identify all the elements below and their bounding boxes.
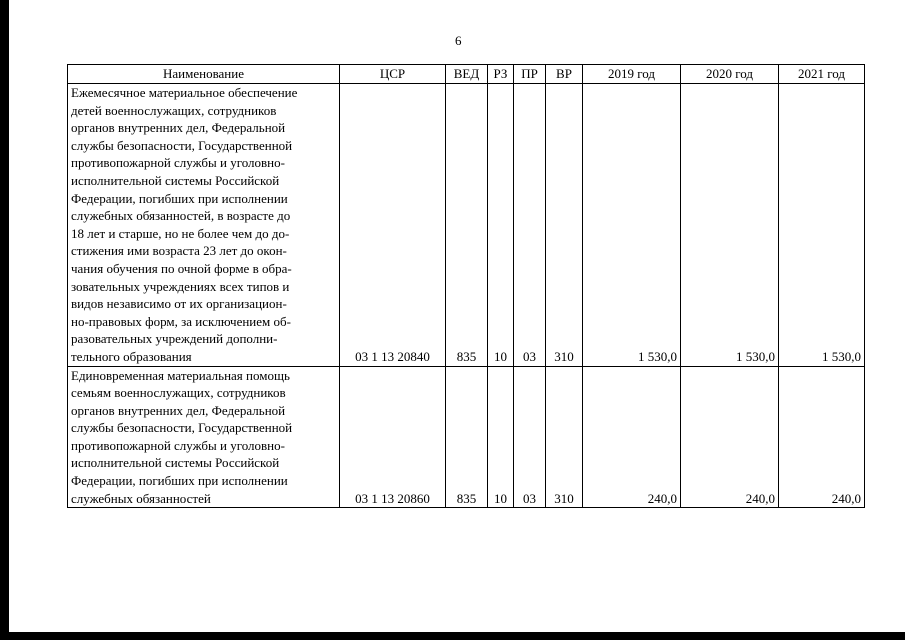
header-2019: 2019 год	[583, 65, 681, 84]
csr-cell: 03 1 13 20860	[340, 366, 446, 508]
header-csr: ЦСР	[340, 65, 446, 84]
header-2021: 2021 год	[779, 65, 865, 84]
table-header-row	[68, 65, 865, 84]
name-line: противопожарной службы и уголовно-	[71, 155, 285, 171]
table-row	[68, 366, 865, 508]
vr-cell: 310	[546, 84, 583, 367]
row-name-cell	[68, 366, 340, 508]
name-line: 18 лет и старше, но не более чем до до-	[71, 225, 290, 241]
row-name-cell	[68, 84, 340, 367]
name-line: тельного образования	[71, 348, 192, 364]
name-line: но-правовых форм, за исключением об-	[71, 313, 291, 329]
header-2020: 2020 год	[681, 65, 779, 84]
name-line: исполнительной системы Российской	[71, 455, 280, 471]
pr-cell: 03	[514, 366, 546, 508]
amount-2019-cell: 240,0	[583, 366, 681, 508]
amount-2020-cell: 240,0	[681, 366, 779, 508]
header-ved: ВЕД	[446, 65, 488, 84]
amount-2021-cell: 1 530,0	[779, 84, 865, 367]
name-line: Федерации, погибших при исполнении	[71, 190, 288, 206]
name-line: служебных обязанностей, в возрасте до	[71, 208, 291, 224]
name-line: Ежемесячное материальное обеспечение	[71, 85, 298, 100]
name-line: Единовременная материальная помощь	[71, 367, 290, 383]
name-line: семьям военнослужащих, сотрудников	[71, 385, 286, 401]
page-number: 6	[455, 33, 462, 48]
name-line: органов внутренних дел, Федеральной	[71, 120, 286, 136]
header-pr: ПР	[514, 65, 546, 84]
name-line: чания обучения по очной форме в обра-	[71, 260, 292, 276]
pr-cell: 03	[514, 84, 546, 367]
name-line: Федерации, погибших при исполнении	[71, 473, 288, 489]
name-line: разовательных учреждений дополни-	[71, 331, 278, 347]
rz-cell: 10	[488, 366, 514, 508]
name-line: службы безопасности, Государственной	[71, 137, 293, 153]
header-name: Наименование	[68, 65, 340, 84]
name-line: органов внутренних дел, Федеральной	[71, 402, 286, 418]
ved-cell: 835	[446, 84, 488, 367]
scan-left-edge	[0, 0, 9, 640]
name-line: противопожарной службы и уголовно-	[71, 437, 285, 453]
header-vr: ВР	[546, 65, 583, 84]
name-line: детей военнослужащих, сотрудников	[71, 102, 277, 118]
rz-cell: 10	[488, 84, 514, 367]
name-line: стижения ими возраста 23 лет до окон-	[71, 243, 287, 259]
name-line: служебных обязанностей	[71, 490, 211, 506]
name-line: видов независимо от их организацион-	[71, 296, 287, 312]
table-row	[68, 84, 865, 367]
scan-bottom-edge	[0, 632, 905, 640]
amount-2019-cell: 1 530,0	[583, 84, 681, 367]
name-line: службы безопасности, Государственной	[71, 420, 293, 436]
amount-2021-cell: 240,0	[779, 366, 865, 508]
name-line: исполнительной системы Российской	[71, 172, 280, 188]
ved-cell: 835	[446, 366, 488, 508]
budget-table	[67, 64, 865, 508]
vr-cell: 310	[546, 366, 583, 508]
name-line: зовательных учреждениях всех типов и	[71, 278, 290, 294]
amount-2020-cell: 1 530,0	[681, 84, 779, 367]
csr-cell: 03 1 13 20840	[340, 84, 446, 367]
header-rz: РЗ	[488, 65, 514, 84]
